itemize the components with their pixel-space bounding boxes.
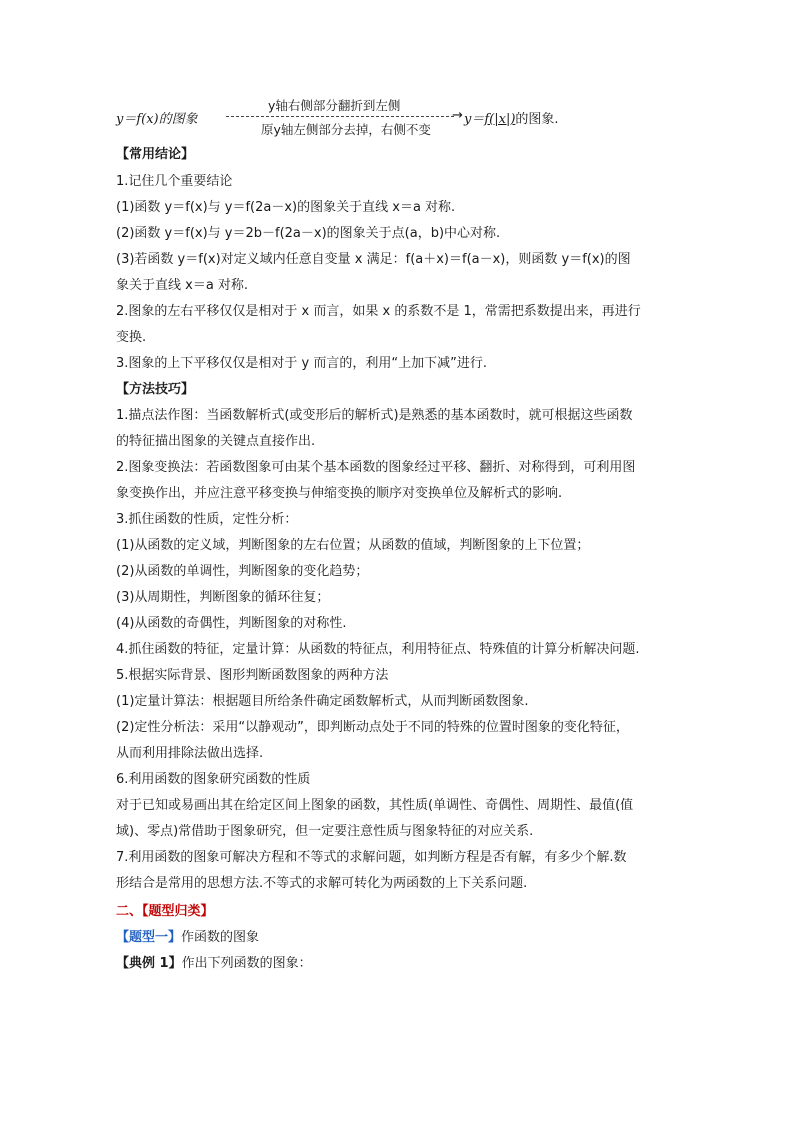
text-line: 5.根据实际背景、图形判断函数图象的两种方法 [116,668,389,683]
text-line: 3.图象的上下平移仅仅是相对于 y 而言的，利用“上加下减”进行. [116,356,487,371]
text-line: 象变换作出，并应注意平移变换与伸缩变换的顺序对变换单位及解析式的影响. [116,486,563,501]
dashed-arrow-line [226,116,454,117]
text-line: (1)从函数的定义域，判断图象的左右位置；从函数的值域，判断图象的上下位置； [116,538,590,553]
text-line: (1)函数 y＝f(x)与 y＝f(2a－x)的图象关于直线 x＝a 对称. [116,200,456,215]
abs-function: f(|x|) [484,112,516,127]
text-line: 对于已知或易画出其在给定区间上图象的函数，其性质(单调性、奇偶性、周期性、最值(值 [116,798,634,813]
arrow-icon: → [452,108,463,123]
text-line: (1)定量计算法：根据题目所给条件确定函数解析式，从而判断函数图象. [116,694,529,709]
text-line: (2)定性分析法：采用“以静观动”，即判断动点处于不同的特殊的位置时图象的变化特征， [116,720,629,735]
text-line: 7.利用函数的图象可解决方程和不等式的求解问题，如判断方程是否有解，有多少个解.数 [116,850,627,865]
text-line: 6.利用函数的图象研究函数的性质 [116,772,311,787]
text-line: 的特征描出图象的关键点直接作出. [116,434,316,449]
text-line: 4.抓住函数的特征，定量计算：从函数的特征点，利用特征点、特殊值的计算分析解决问题. [116,642,640,657]
transform-top-label: y轴右侧部分翻折到左侧 [268,98,401,113]
text-line: 3.抓住函数的性质，定性分析： [116,512,298,527]
text-line: (4)从函数的奇偶性，判断图象的对称性. [116,616,347,631]
text-line: (3)若函数 y＝f(x)对定义域内任意自变量 x 满足：f(a＋x)＝f(a－x)，则函数 y＝f(x)的图 [116,252,631,267]
type-classification-heading: 二、【题型归类】 [116,904,214,919]
example-one: 【典例 1】作出下列函数的图象： [116,956,312,971]
text-line: 象关于直线 x＝a 对称. [116,278,249,293]
text-line: 1.记住几个重要结论 [116,174,233,189]
text-line: 从而利用排除法做出选择. [116,746,264,761]
text-line: 2.图象变换法：若函数图象可由某个基本函数的图象经过平移、翻折、对称得到，可利用图 [116,460,636,475]
result-function-label: y＝f(|x|)的图象. [464,112,559,127]
transform-diagram [116,96,686,136]
text-line: 2.图象的左右平移仅仅是相对于 x 而言，如果 x 的系数不是 1，常需把系数提出来，再进行 [116,304,641,319]
transform-bottom-label: 原y轴左侧部分去掉，右侧不变 [261,122,431,137]
type-one-heading: 【题型一】作函数的图象 [116,930,260,945]
text-line: (3)从周期性，判断图象的循环往复； [116,590,330,605]
text-line: 1.描点法作图：当函数解析式(或变形后的解析式)是熟悉的基本函数时，就可根据这些函数 [116,408,633,423]
text-line: 形结合是常用的思想方法.不等式的求解可转化为两函数的上下关系问题. [116,876,528,891]
text-line: 域)、零点)常借助于图象研究，但一定要注意性质与图象特征的对应关系. [116,824,534,839]
section-heading: 【常用结论】 [116,147,195,162]
text-line: (2)从函数的单调性，判断图象的变化趋势； [116,564,369,579]
text-line: 变换. [116,330,147,345]
section-heading: 【方法技巧】 [116,382,195,397]
text-line: (2)函数 y＝f(x)与 y＝2b－f(2a－x)的图象关于点(a，b)中心对称. [116,226,501,241]
original-function-label: y＝f(x)的图象 [116,112,198,127]
